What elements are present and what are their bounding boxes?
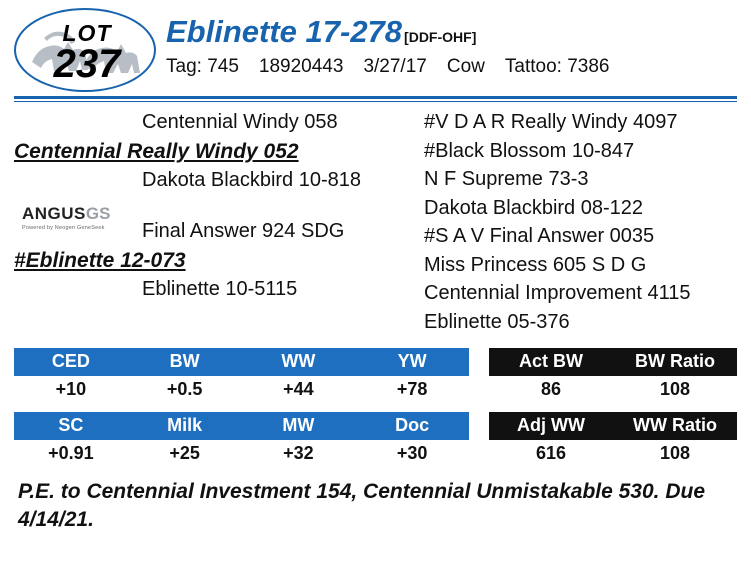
epd-value: +32 xyxy=(242,440,356,469)
pedigree-entry: #S A V Final Answer 0035 xyxy=(424,225,655,247)
pedigree-entry: Centennial Improvement 4115 xyxy=(424,282,691,304)
epd-value: +0.91 xyxy=(14,440,128,469)
detail-birthdate: 3/27/17 xyxy=(363,56,427,77)
column-header: Milk xyxy=(128,412,242,440)
column-header: MW xyxy=(242,412,356,440)
column-header: WW xyxy=(242,348,356,376)
column-header: YW xyxy=(355,348,469,376)
epd-main-table-2 xyxy=(14,412,469,469)
measurement-value: 108 xyxy=(613,440,737,469)
column-header: SC xyxy=(14,412,128,440)
lot-header xyxy=(0,0,751,100)
pedigree-right-column xyxy=(424,108,739,336)
pedigree-entry: Dakota Blackbird 08-122 xyxy=(424,196,644,219)
measurement-value: 616 xyxy=(489,440,613,469)
measurement-value: 86 xyxy=(489,376,613,405)
epd-row-1 xyxy=(14,348,737,405)
angus-gs-logo xyxy=(22,204,114,231)
angus-logo-tagline: Powered by Neogen GeneSeek xyxy=(22,225,105,231)
epd-value: +44 xyxy=(242,376,356,405)
epd-row-2 xyxy=(14,412,737,469)
lot-label: LOT xyxy=(62,20,112,46)
epd-value: +78 xyxy=(355,376,469,405)
epd-side-table-2 xyxy=(489,412,737,469)
pedigree-entry: N F Supreme 73-3 xyxy=(424,168,589,190)
detail-sex: Cow xyxy=(446,56,485,77)
breeding-footnote: P.E. to Centennial Investment 154, Centennial Unmistakable 530. Due 4/14/21. xyxy=(18,480,706,531)
title-block xyxy=(166,14,741,78)
pedigree-entry: Eblinette 10-5115 xyxy=(142,278,298,300)
column-header: Doc xyxy=(355,412,469,440)
registration-suffix: [DDF-OHF] xyxy=(404,29,477,45)
table-row xyxy=(489,440,737,469)
lot-badge xyxy=(14,8,156,92)
table-row xyxy=(14,440,469,469)
table-header-row xyxy=(14,412,469,440)
pedigree-entry: #V D A R Really Windy 4097 xyxy=(424,111,678,133)
column-header: Adj WW xyxy=(489,412,613,440)
pedigree-entry: Eblinette 05-376 xyxy=(424,310,570,333)
header-divider-thin xyxy=(14,101,737,102)
table-header-row xyxy=(14,348,469,376)
epd-tables xyxy=(14,348,737,472)
table-header-row xyxy=(489,412,737,440)
column-header: WW Ratio xyxy=(613,412,737,440)
pedigree-entry-dam: #Eblinette 12-073 xyxy=(14,249,186,272)
detail-tag: Tag: 745 xyxy=(166,56,239,77)
table-row xyxy=(489,376,737,405)
pedigree-entry: Centennial Windy 058 xyxy=(142,111,338,133)
column-header: Act BW xyxy=(489,348,613,376)
epd-main-table-1 xyxy=(14,348,469,405)
angus-logo-name: ANGUS xyxy=(22,204,86,223)
pedigree-entry-sire: Centennial Really Windy 052 xyxy=(14,140,299,163)
column-header: CED xyxy=(14,348,128,376)
epd-value: +25 xyxy=(128,440,242,469)
lot-number: 237 xyxy=(53,42,121,86)
table-row xyxy=(14,376,469,405)
pedigree-entry: Miss Princess 605 S D G xyxy=(424,253,647,276)
column-header: BW Ratio xyxy=(613,348,737,376)
animal-details xyxy=(166,56,741,78)
detail-registration: 18920443 xyxy=(258,56,344,77)
header-divider-thick xyxy=(14,96,737,99)
pedigree-entry: Dakota Blackbird 10-818 xyxy=(142,169,362,191)
pedigree-section xyxy=(0,108,751,336)
measurement-value: 108 xyxy=(613,376,737,405)
column-header: BW xyxy=(128,348,242,376)
epd-value: +0.5 xyxy=(128,376,242,405)
pedigree-entry: #Black Blossom 10-847 xyxy=(424,139,635,162)
epd-value: +30 xyxy=(355,440,469,469)
table-header-row xyxy=(489,348,737,376)
angus-logo-gs: GS xyxy=(85,204,111,223)
animal-name: Eblinette 17-278 xyxy=(166,14,403,49)
epd-value: +10 xyxy=(14,376,128,405)
epd-side-table-1 xyxy=(489,348,737,405)
pedigree-entry: Final Answer 924 SDG xyxy=(142,220,345,242)
detail-tattoo: Tattoo: 7386 xyxy=(504,56,610,77)
